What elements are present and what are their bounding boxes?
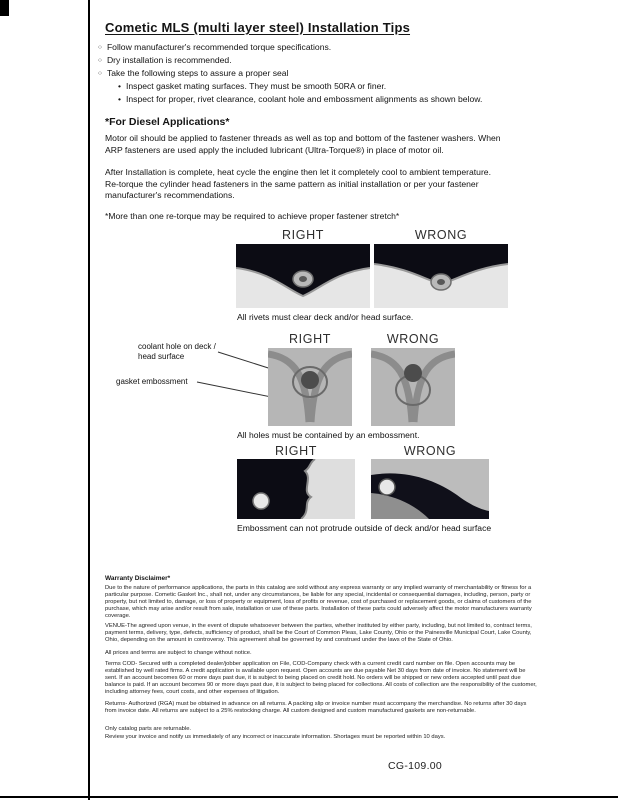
page-title: Cometic MLS (multi layer steel) Installation Tips — [105, 20, 411, 35]
retorque-note: *More than one re-torque may be required to achieve proper fastener stretch* — [105, 211, 400, 221]
bottom-page-edge-rule — [0, 796, 618, 798]
circle-bullet-icon: ○ — [98, 44, 102, 51]
bolt-hole — [253, 493, 269, 509]
diesel-paragraph-2: After Installation is complete, heat cycle the engine then let it completely cool to ambient temperature. Re-torque the cylinder head fasteners in the same pattern as initial installation or per your fastener manufacturer's recommendations. — [105, 167, 491, 200]
diagram-rivet-wrong — [374, 244, 508, 308]
diesel-paragraph-1: Motor oil should be applied to fastener threads as well as top and bottom of the fastener washers. When ARP fasteners are used apply the included lubricant (Ultra-Torque®) in place of motor oil. — [105, 133, 501, 155]
tip-text: Take the following steps to assure a proper seal — [106, 68, 289, 78]
disclaimer-paragraph-5: Returns- Authorized (RGA) must be obtained in advance on all returns. A packing slip or invoice number must accompany the merchandise. No returns after 30 days from invoice date. All returns are subject to a 25% restocking charge. All custom designed and custom manufactured gaskets are non-returnable. — [105, 701, 527, 714]
circle-bullet-icon: ○ — [98, 70, 102, 77]
row2-caption: All holes must be contained by an embossment. — [237, 430, 420, 440]
diagram-embossment-wrong — [371, 348, 455, 426]
row3-caption: Embossment can not protrude outside of deck and/or head surface — [237, 523, 492, 533]
wrong-label-row2: WRONG — [386, 332, 440, 346]
coolant-hole — [301, 371, 319, 389]
tip-text: Inspect gasket mating surfaces. They must be smooth 50RA or finer. — [125, 81, 387, 91]
disclaimer-paragraph-7: Review your invoice and notify us immediately of any incorrect or inaccurate information. Shortages must be reported within 10 days. — [105, 734, 446, 740]
tip-subitem — [118, 94, 538, 106]
disclaimer-paragraph-1: Due to the nature of performance applications, the parts in this catalog are sold without any express warranty or any implied warranty of merchantability or fitness for a particular purpose. Cometic Gasket Inc., shall not, under any circumstances, be liable for any special, incidental or consequential damages, including, person, party or property, but not limited to, damage, or loss of property or equipment, loss of profits or revenue, cost of purchased or replacement goods, or claims of customers of the purchase, which may arise and/or result from sale, installation or use of these parts. Installation of these parts could adversely affect the motor manufacturers warranty coverage. — [105, 585, 532, 619]
diagram-protrusion-right — [237, 459, 355, 519]
bolt-hole — [379, 479, 395, 495]
diagram-embossment-right — [268, 348, 352, 426]
tip-subitem — [118, 81, 538, 93]
dot-bullet-icon: • — [118, 94, 121, 104]
page-code: CG-109.00 — [388, 760, 443, 772]
disclaimer-paragraph-6: Only catalog parts are returnable. — [105, 726, 192, 732]
disclaimer-paragraph-2: VENUE-The agreed upon venue, in the event of dispute whatsoever between the parties, whether instituted by either party, including, but not limited to, contract terms, payment terms, delivery, type, defects, sufficiency of product, shall be the Court of Common Pleas, Lake County, Ohio or the Painesville Municipal Court, Lake County, Ohio, depending on the amount in controversy. This agreement shall be governed by and construed under the laws of the State of Ohio. — [105, 623, 532, 643]
tip-text: Inspect for proper, rivet clearance, coolant hole and embossment alignments as shown below. — [125, 94, 483, 104]
coolant-hole-callout: coolant hole on deck / head surface — [138, 342, 216, 361]
diagram-rivet-right — [236, 244, 370, 308]
dot-bullet-icon: • — [118, 81, 121, 91]
left-page-edge-rule — [88, 0, 90, 800]
disclaimer-paragraph-4: Terms COD- Secured with a completed dealer/jobber application on File, COD-Company check with a current credit card number on file. Open accounts may be established by well rated firms. A credit application is available upon request. Open accounts are due payable Net 30 days from date of invoice. No statement will be sent. If an account becomes 60 or more days past due, it is subject to being placed on credit hold. No orders will be shipped or new orders accepted until past due balance is paid. If an account becomes 90 or more days past due, it is subject to being placed for collections. All costs of collection are the responsibility of the customer, including attorney fees, court costs, and other expenses of litigation. — [105, 661, 537, 695]
tip-text: Follow manufacturer's recommended torque specifications. — [106, 42, 332, 52]
circle-bullet-icon: ○ — [98, 57, 102, 64]
tip-item — [98, 55, 538, 67]
tip-item — [98, 42, 538, 54]
tip-text: Dry installation is recommended. — [106, 55, 232, 65]
right-label-row1: RIGHT — [282, 228, 324, 242]
wrong-label-row1: WRONG — [414, 228, 468, 242]
tip-item — [98, 68, 538, 80]
right-label-row2: RIGHT — [289, 332, 331, 346]
wrong-label-row3: WRONG — [403, 444, 457, 458]
disclaimer-paragraph-3: All prices and terms are subject to change without notice. — [105, 650, 252, 656]
diesel-applications-heading: *For Diesel Applications* — [105, 116, 230, 128]
installation-tips-list — [98, 42, 538, 107]
corner-registration-mark — [0, 0, 9, 16]
warranty-disclaimer-heading: Warranty Disclaimer* — [105, 575, 171, 582]
diagram-protrusion-wrong — [371, 459, 489, 519]
right-label-row3: RIGHT — [275, 444, 317, 458]
coolant-hole — [404, 364, 422, 382]
row1-caption: All rivets must clear deck and/or head surface. — [237, 312, 414, 322]
gasket-embossment-callout: gasket embossment — [116, 377, 188, 386]
